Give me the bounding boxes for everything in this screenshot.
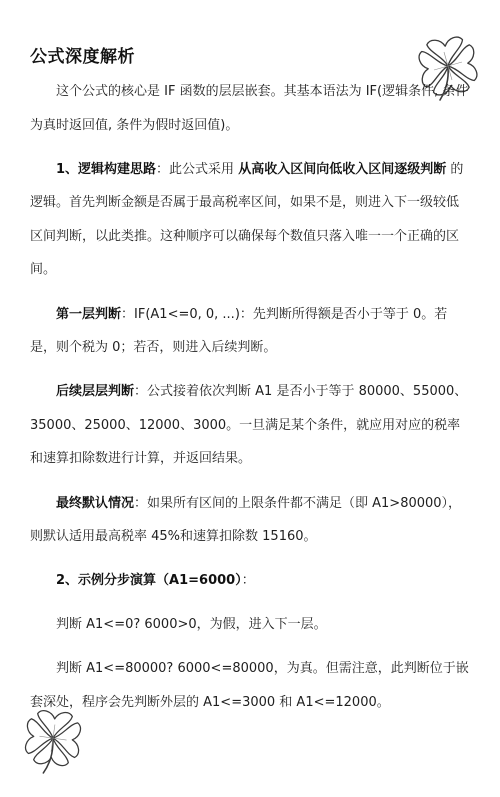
paragraph-step-two: 判断 A1<=80000? 6000<=80000，为真。但需注意，此判断位于嵌套深处，程序会先判断外层的 A1<=3000 和 A1<=12000。: [30, 661, 469, 710]
first-layer-text: ：IF(A1<=0, 0, ...)：先判断所得额是否小于等于 0。若是，则个税为 0；若否，则进入后续判断。: [30, 306, 448, 356]
heading-default-case: 最终默认情况: [56, 495, 135, 511]
logic-text-post: 的逻辑。首先判断金额是否属于最高税率区间，如果不是，则进入下一级较低区间判断，以此类推。这种顺序可以确保每个数值只落入唯一一个正确的区间。: [30, 161, 464, 278]
heading-logic: 1、逻辑构建思路: [56, 161, 157, 177]
clover-icon: [24, 706, 82, 778]
paragraph-example-heading: [30, 564, 470, 598]
paragraph-default-case: [30, 487, 470, 554]
paragraph-subsequent-layers: [30, 375, 470, 476]
example-heading-colon: ：: [241, 573, 255, 589]
paragraph-step-one: 判断 A1<=0? 6000>0，为假，进入下一层。: [56, 617, 327, 633]
paragraph-intro: 这个公式的核心是 IF 函数的层层嵌套。其基本语法为 IF(逻辑条件, 条件为真时返回值, 条件为假时返回值)。: [30, 84, 469, 133]
paragraph-first-layer: [30, 298, 470, 365]
heading-first-layer: 第一层判断: [56, 306, 122, 322]
paragraph-logic: [30, 153, 470, 287]
logic-text-pre: ：此公式采用: [156, 161, 239, 177]
logic-emphasis: 从高收入区间向低收入区间逐级判断: [238, 161, 447, 177]
article-body: [30, 75, 470, 730]
subsequent-layers-text: ：公式接着依次判断 A1 是否小于等于 80000、55000、35000、25000、12000、3000。一旦满足某个条件，就应用对应的税率和速算扣除数进行计算，并返回结果。: [30, 384, 468, 467]
heading-example: 2、示例分步演算（A1=6000）: [56, 573, 242, 589]
heading-subsequent-layers: 后续层层判断: [56, 384, 135, 400]
default-case-text: ：如果所有区间的上限条件都不满足（即 A1>80000），则默认适用最高税率 45%和速算扣除数 15160。: [30, 495, 462, 545]
page-title: 公式深度解析: [30, 47, 135, 67]
